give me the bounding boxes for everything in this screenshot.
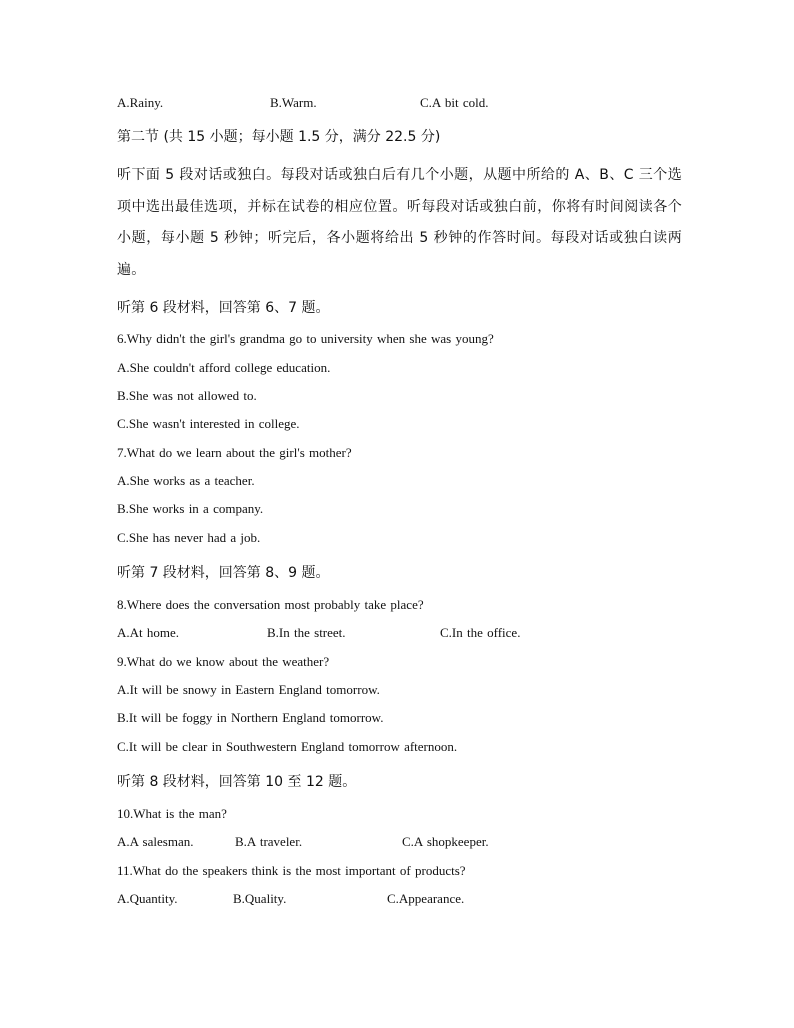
material8-heading: 听第 8 段材料，回答第 10 至 12 题。 xyxy=(117,774,357,790)
instructions-paragraph: 听下面 5 段对话或独白。每段对话或独白后有几个小题，从题中所给的 A、B、C 三个选项中选出最佳选项，并标在试卷的相应位置。听每段对话或独白前，你将有时间阅读各个小题，每小题 5 秒钟；听完后，各小题将给出 5 秒钟的作答时间。每段对话或独白读两遍。 xyxy=(117,167,682,278)
q9-option-b: B.It will be foggy in Northern England tomorrow. xyxy=(117,710,384,725)
q7-option-c: C.She has never had a job. xyxy=(117,530,261,545)
q6-option-c: C.She wasn't interested in college. xyxy=(117,416,300,431)
q7-option-b: B.She works in a company. xyxy=(117,501,264,516)
q6-option-a: A.She couldn't afford college education. xyxy=(117,360,331,375)
q6-stem: 6.Why didn't the girl's grandma go to university when she was young? xyxy=(117,331,494,346)
q9-stem: 9.What do we know about the weather? xyxy=(117,654,330,669)
q5-option-a: A.Rainy. xyxy=(117,95,164,110)
q11-option-a: A.Quantity. xyxy=(117,891,178,906)
q9-option-a: A.It will be snowy in Eastern England tomorrow. xyxy=(117,682,380,697)
section-heading: 第二节 (共 15 小题；每小题 1.5 分，满分 22.5 分) xyxy=(117,129,441,145)
q10-stem: 10.What is the man? xyxy=(117,806,227,821)
q8-stem: 8.Where does the conversation most probably take place? xyxy=(117,597,424,612)
q7-option-a: A.She works as a teacher. xyxy=(117,473,255,488)
q9-option-c: C.It will be clear in Southwestern England tomorrow afternoon. xyxy=(117,739,458,754)
q10-option-a: A.A salesman. xyxy=(117,834,194,849)
q8-option-a: A.At home. xyxy=(117,625,180,640)
q5-option-c: C.A bit cold. xyxy=(420,95,489,110)
q11-option-c: C.Appearance. xyxy=(387,891,465,906)
q8-option-c: C.In the office. xyxy=(440,625,521,640)
q10-option-c: C.A shopkeeper. xyxy=(402,834,489,849)
material7-heading: 听第 7 段材料，回答第 8、9 题。 xyxy=(117,565,330,581)
q11-option-b: B.Quality. xyxy=(233,891,287,906)
q6-option-b: B.She was not allowed to. xyxy=(117,388,257,403)
material6-heading: 听第 6 段材料，回答第 6、7 题。 xyxy=(117,300,330,316)
q10-option-b: B.A traveler. xyxy=(235,834,303,849)
q8-option-b: B.In the street. xyxy=(267,625,346,640)
q11-stem: 11.What do the speakers think is the most important of products? xyxy=(117,863,466,878)
q7-stem: 7.What do we learn about the girl's mother? xyxy=(117,445,352,460)
q5-option-b: B.Warm. xyxy=(270,95,317,110)
